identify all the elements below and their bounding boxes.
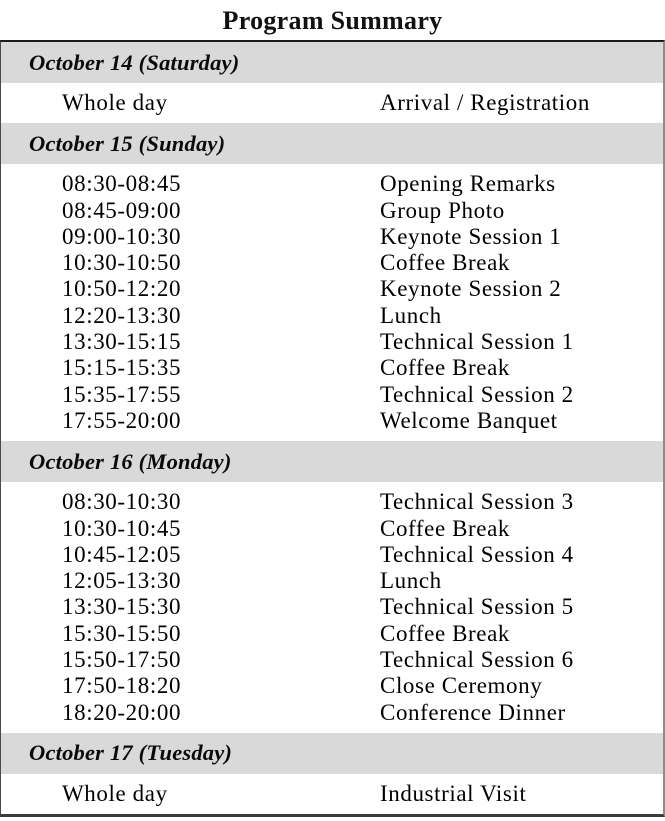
time-cell: 10:45-12:05 <box>62 541 182 567</box>
schedule-row <box>1 198 663 224</box>
day-section <box>1 42 663 123</box>
schedule-row <box>1 489 663 515</box>
event-cell: Conference Dinner <box>380 699 566 725</box>
event-cell: Group Photo <box>380 197 505 223</box>
schedule-row <box>1 408 663 434</box>
schedule-row <box>1 594 663 620</box>
time-cell: 09:00-10:30 <box>62 223 182 249</box>
event-cell: Coffee Break <box>380 250 511 276</box>
day-section <box>1 123 663 441</box>
schedule-row <box>1 171 663 197</box>
time-cell: 12:05-13:30 <box>62 568 182 594</box>
schedule-row <box>1 542 663 568</box>
event-cell: Lunch <box>380 568 442 594</box>
schedule-row <box>1 329 663 355</box>
schedule-row <box>1 276 663 302</box>
day-header-label: October 16 (Monday) <box>29 448 232 474</box>
day-header <box>1 123 663 164</box>
day-header-label: October 15 (Sunday) <box>29 130 226 156</box>
schedule-row <box>1 516 663 542</box>
time-cell: 18:20-20:00 <box>62 699 182 725</box>
day-header-label: October 17 (Tuesday) <box>29 740 233 766</box>
event-cell: Technical Session 6 <box>380 647 574 673</box>
time-cell: 10:50-12:20 <box>62 276 182 302</box>
schedule-row <box>1 90 663 116</box>
event-cell: Technical Session 2 <box>380 381 574 407</box>
time-cell: 10:30-10:50 <box>62 250 182 276</box>
schedule-rows <box>1 482 663 733</box>
event-cell: Opening Remarks <box>380 171 556 197</box>
schedule-row <box>1 673 663 699</box>
schedule-row <box>1 781 663 807</box>
time-cell: 15:30-15:50 <box>62 620 182 646</box>
event-cell: Technical Session 5 <box>380 594 574 620</box>
event-cell: Keynote Session 2 <box>380 276 562 302</box>
time-cell: 15:15-15:35 <box>62 355 182 381</box>
schedule-rows <box>1 774 663 814</box>
schedule-row <box>1 303 663 329</box>
time-cell: 12:20-13:30 <box>62 302 182 328</box>
day-section <box>1 733 663 814</box>
event-cell: Industrial Visit <box>380 780 527 806</box>
schedule-row <box>1 250 663 276</box>
event-cell: Lunch <box>380 302 442 328</box>
time-cell: 15:50-17:50 <box>62 647 182 673</box>
event-cell: Technical Session 3 <box>380 489 574 515</box>
time-cell: Whole day <box>62 780 168 806</box>
time-cell: 08:30-08:45 <box>62 171 182 197</box>
time-cell: 17:50-18:20 <box>62 673 182 699</box>
event-cell: Close Ceremony <box>380 673 543 699</box>
schedule-rows <box>1 164 663 441</box>
event-cell: Coffee Break <box>380 515 511 541</box>
event-cell: Welcome Banquet <box>380 407 558 433</box>
day-header <box>1 42 663 83</box>
day-header-label: October 14 (Saturday) <box>29 49 240 75</box>
time-cell: 13:30-15:30 <box>62 594 182 620</box>
schedule-rows <box>1 83 663 123</box>
event-cell: Coffee Break <box>380 355 511 381</box>
schedule-row <box>1 224 663 250</box>
program-table <box>0 40 665 817</box>
event-cell: Coffee Break <box>380 620 511 646</box>
schedule-row <box>1 621 663 647</box>
day-section <box>1 441 663 733</box>
event-cell: Keynote Session 1 <box>380 223 562 249</box>
day-header <box>1 441 663 482</box>
event-cell: Arrival / Registration <box>380 90 590 115</box>
schedule-row <box>1 568 663 594</box>
time-cell: 08:45-09:00 <box>62 197 182 223</box>
page-title: Program Summary <box>222 6 443 35</box>
time-cell: 10:30-10:45 <box>62 515 182 541</box>
schedule-row <box>1 382 663 408</box>
day-header <box>1 733 663 774</box>
schedule-row <box>1 355 663 381</box>
event-cell: Technical Session 1 <box>380 329 574 355</box>
event-cell: Technical Session 4 <box>380 541 574 567</box>
time-cell: 08:30-10:30 <box>62 489 182 515</box>
time-cell: Whole day <box>62 90 168 115</box>
time-cell: 13:30-15:15 <box>62 329 182 355</box>
schedule-row <box>1 700 663 726</box>
schedule-row <box>1 647 663 673</box>
time-cell: 17:55-20:00 <box>62 407 182 433</box>
time-cell: 15:35-17:55 <box>62 381 182 407</box>
